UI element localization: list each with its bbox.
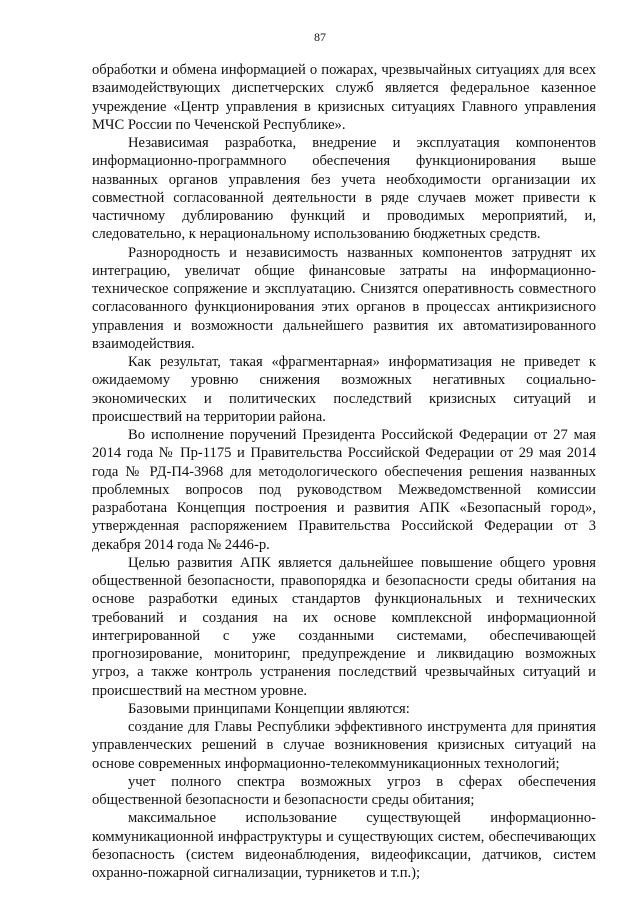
paragraph-orders: Во исполнение поручений Президента Российской Федерации от 27 мая 2014 года № Пр-1175 и Правительства Российской Федерации от 29 мая 2014 года № РД-П4-3968 для методологического обеспечения решения названных проблемных вопросов под руководством Межведомственной комиссии разработана Концепция построения и развития АПК «Безопасный город», утвержденная распоряжением Правительства Российской Федерации от 3 декабря 2014 года № 2446-р. (92, 427, 596, 553)
paragraph-heterogeneity: Разнородность и независимость названных компонентов затруднят их интеграцию, увеличат общие финансовые затраты на информационно-техническое сопряжение и эксплуатацию. Снизятся оперативность совместного согласованного функционирования этих органов в процессах антикризисного управления и возможности дальнейшего развития их автоматизированного взаимодействия. (92, 244, 596, 352)
document-body (92, 61, 596, 882)
paragraph-principles-heading: Базовыми принципами Концепции являются: (128, 700, 410, 717)
paragraph-result: Как результат, такая «фрагментарная» информатизация не приведет к ожидаемому уровню снижения возможных негативных социально-экономических и политических последствий кризисных ситуаций и происшествий на территории района. (92, 354, 596, 425)
principle-item-threats: учет полного спектра возможных угроз в сферах обеспечения общественной безопасности и безопасности среды обитания; (92, 773, 596, 808)
paragraph-continuation: обработки и обмена информацией о пожарах, чрезвычайных ситуациях для всех взаимодействующих диспетчерских служб является федеральное казенное учреждение «Центр управления в кризисных ситуациях Главного управления МЧС России по Чеченской Республике». (92, 62, 596, 133)
paragraph-independent-development: Независимая разработка, внедрение и эксплуатация компонентов информационно-программного обеспечения функционирования выше названных органов управления без учета необходимости организации их совместной согласованной деятельности в ряде случаев может привести к частичному дублированию функций и проводимых мероприятий, и, следовательно, к нерациональному использованию бюджетных средств. (92, 135, 596, 243)
principle-item-tool: создание для Главы Республики эффективного инструмента для принятия управленческих решений в случае возникновения кризисных ситуаций на основе современных информационно-телекоммуникационных технологий; (92, 719, 596, 772)
principle-item-infrastructure: максимальное использование существующей информационно-коммуникационной инфраструктуры и существующих систем, обеспечивающих безопасность (систем видеонаблюдения, видеофиксации, датчиков, систем охранно-пожарной сигнализации, турникетов и т.п.); (92, 810, 596, 881)
page-number: 87 (314, 30, 326, 44)
paragraph-goal: Целью развития АПК является дальнейшее повышение общего уровня общественной безопасности, правопорядка и безопасности среды обитания на основе разработки единых стандартов функциональных и технических требований и создания на их основе комплексной информационной интегрированной с уже созданными системами, обеспечивающей прогнозирование, мониторинг, предупреждение и ликвидацию возможных угроз, а также контроль устранения последствий чрезвычайных ситуаций и происшествий на местном уровне. (92, 554, 596, 699)
